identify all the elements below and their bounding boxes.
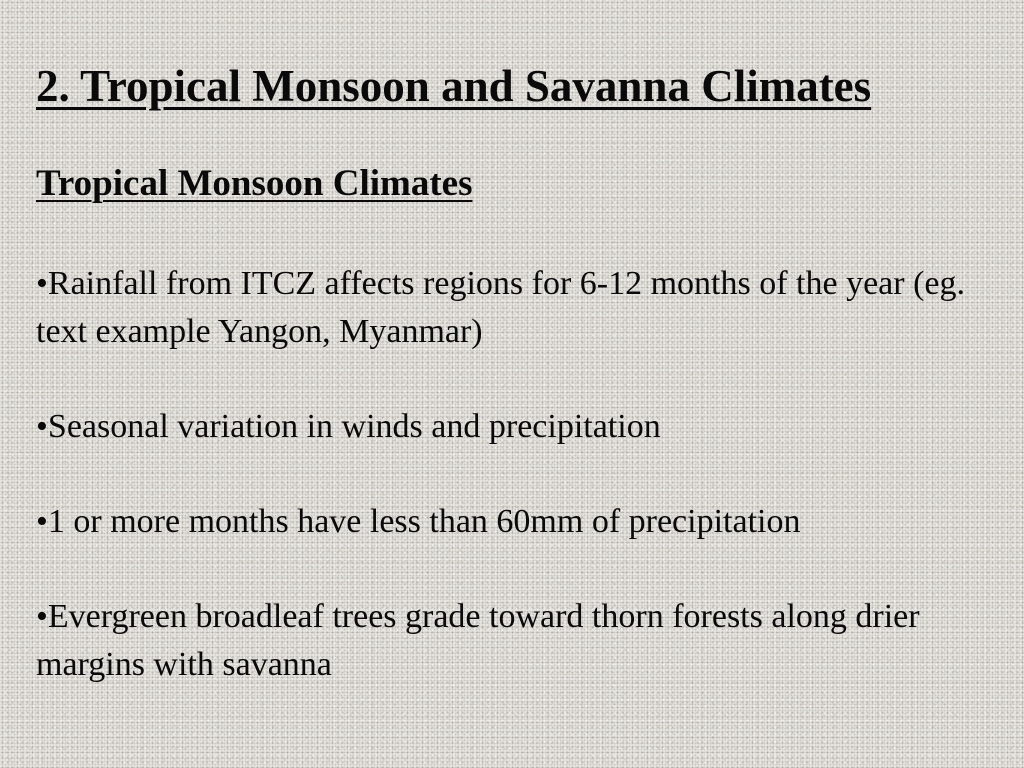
section-heading: Tropical Monsoon Climates	[36, 163, 473, 204]
bullet-list	[36, 260, 996, 736]
bullet-item-vegetation: •Evergreen broadleaf trees grade toward thorn forests along drier margins with savanna	[36, 598, 920, 683]
bullet-item-seasonal-variation: •Seasonal variation in winds and precipitation	[36, 408, 661, 445]
slide-title: 2. Tropical Monsoon and Savanna Climates	[36, 61, 872, 111]
bullet-item-dry-months: •1 or more months have less than 60mm of precipitation	[36, 503, 801, 540]
bullet-item-itcz-rainfall: •Rainfall from ITCZ affects regions for 6-12 months of the year (eg. text example Yangon, Myanmar)	[36, 265, 965, 350]
